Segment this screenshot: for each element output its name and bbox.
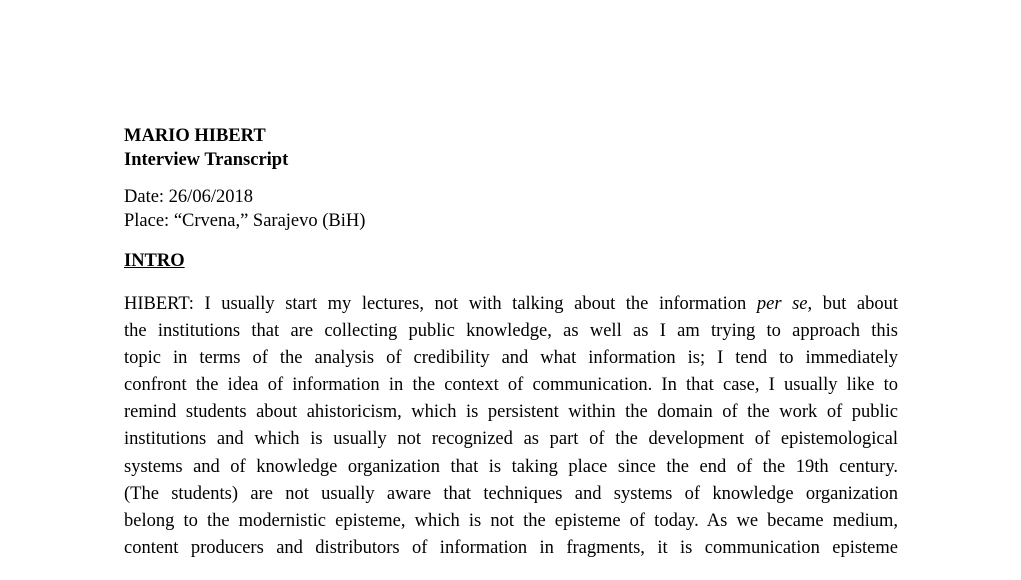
document-subtitle: Interview Transcript — [124, 149, 289, 170]
paragraph-line: the institutions that are collecting public knowledge, as well as I am trying to approach this — [124, 321, 898, 342]
paragraph-line: institutions and which is usually not recognized as part of the development of epistemological — [124, 429, 898, 450]
paragraph-line: topic in terms of the analysis of credibility and what information is; I tend to immediately — [124, 348, 898, 369]
section-title: INTRO — [124, 251, 185, 272]
paragraph-line: belong to the modernistic episteme, which is not the episteme of today. As we became medium, — [124, 510, 898, 531]
paragraph-line: (The students) are not usually aware that techniques and systems of knowledge organization — [124, 483, 898, 504]
paragraph-line: content producers and distributors of information in fragments, it is communication episteme — [124, 537, 898, 558]
paragraph-line: confront the idea of information in the context of communication. In that case, I usually like to — [124, 375, 898, 396]
line-segment: HIBERT: I usually start my lectures, not with talking about the information — [124, 293, 757, 314]
line-segment: , but about — [807, 293, 898, 314]
document-page — [124, 125, 898, 562]
interview-place: Place: “Crvena,” Sarajevo (BiH) — [124, 210, 366, 231]
interviewee-name: MARIO HIBERT — [124, 126, 266, 146]
italic-term: per se — [756, 293, 808, 314]
meta-block — [124, 186, 898, 233]
transcript-paragraph — [124, 291, 898, 562]
paragraph-line: remind students about ahistoricism, which is persistent within the domain of the work of public — [124, 402, 898, 423]
paragraph-line: systems and of knowledge organization that is taking place since the end of the 19th century. — [124, 456, 898, 477]
paragraph-line — [124, 291, 898, 318]
interview-date: Date: 26/06/2018 — [124, 187, 253, 208]
